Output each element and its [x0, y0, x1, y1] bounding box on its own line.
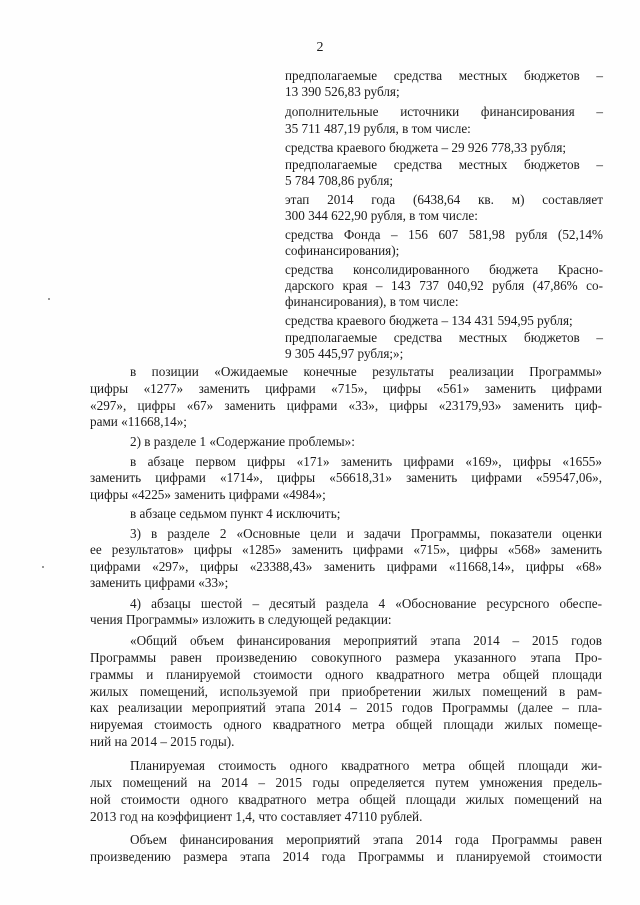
text-line: 300 344 622,90 рубля, в том числе:: [285, 208, 478, 223]
text-line: 3) в разделе 2 «Основные цели и задачи Программы, показатели оценки: [130, 526, 602, 541]
text-line: нируемая стоимость одного квадратного метра общей площади жилых помеще-: [90, 717, 602, 732]
text-line: заменить цифрами «33»;: [90, 575, 229, 590]
text-line: этап 2014 года (6438,64 кв. м) составляет: [285, 192, 603, 207]
text-line: в позиции «Ожидаемые конечные результаты реализации Программы»: [130, 364, 602, 379]
text-line: «297», цифры «67» заменить цифрами «33», цифры «23179,93» заменить циф-: [90, 398, 602, 413]
scan-speck: [42, 566, 44, 568]
text-line: 35 711 487,19 рубля, в том числе:: [285, 121, 471, 136]
text-line: ной стоимости одного квадратного метра общей площади жилых помещений на: [90, 792, 602, 807]
text-line: предполагаемые средства местных бюджетов –: [285, 68, 603, 83]
text-line: Объем финансирования мероприятий этапа 2014 года Программы равен: [130, 832, 602, 847]
text-line: дополнительные источники финансирования –: [285, 104, 603, 119]
text-line: 2) в разделе 1 «Содержание проблемы»:: [130, 434, 355, 449]
text-line: лых помещений на 2014 – 2015 годы определяется путем умножения предель-: [90, 775, 602, 790]
text-line: граммы и планируемой стоимости одного квадратного метра общей площади: [90, 667, 602, 682]
text-line: 5 784 708,86 рубля;: [285, 173, 394, 188]
text-line: средства краевого бюджета – 134 431 594,95 рубля;: [285, 313, 573, 328]
text-line: финансирования), в том числе:: [285, 294, 459, 309]
text-line: ках реализации мероприятий этапа 2014 – 2015 годов Программы (далее – пла-: [90, 700, 602, 715]
text-line: предполагаемые средства местных бюджетов –: [285, 157, 603, 172]
text-line: дарского края – 143 737 040,92 рубля (47,86% со-: [285, 278, 603, 293]
text-line: Планируемая стоимость одного квадратного метра общей площади жи-: [130, 758, 602, 773]
text-line: 2013 год на коэффициент 1,4, что составляет 47110 рублей.: [90, 809, 423, 824]
text-line: рами «11668,14»;: [90, 414, 187, 429]
text-line: произведению размера этапа 2014 года Программы и планируемой стоимости: [90, 849, 602, 864]
text-line: софинансирования);: [285, 243, 400, 258]
text-line: 13 390 526,83 рубля;: [285, 84, 400, 99]
text-line: средства краевого бюджета – 29 926 778,33 рубля;: [285, 140, 567, 155]
text-line: 4) абзацы шестой – десятый раздела 4 «Обоснование ресурсного обеспе-: [130, 596, 602, 611]
text-line: предполагаемые средства местных бюджетов –: [285, 330, 603, 345]
text-line: средства консолидированного бюджета Красно-: [285, 262, 603, 277]
text-line: ее результатов» цифры «1285» заменить цифрами «715», цифры «568» заменить: [90, 542, 602, 557]
text-line: жилых помещений, используемой при приобретении жилых помещений в рам-: [90, 684, 602, 699]
text-line: 9 305 445,97 рубля;»;: [285, 346, 404, 361]
text-line: средства Фонда – 156 607 581,98 рубля (52,14%: [285, 227, 603, 242]
text-line: заменить цифрами «1714», цифры «56618,31» заменить цифрами «59547,06»,: [90, 470, 602, 485]
scan-speck: [48, 298, 50, 300]
text-line: в абзаце седьмом пункт 4 исключить;: [130, 506, 341, 521]
text-line: цифры «4225» заменить цифрами «4984»;: [90, 487, 326, 502]
text-line: «Общий объем финансирования мероприятий этапа 2014 – 2015 годов: [130, 633, 602, 648]
text-line: в абзаце первом цифры «171» заменить цифрами «169», цифры «1655»: [130, 454, 602, 469]
text-line: чения Программы» изложить в следующей редакции:: [90, 612, 392, 627]
text-line: цифры «1277» заменить цифрами «715», цифры «561» заменить цифрами: [90, 381, 602, 396]
text-line: ний на 2014 – 2015 годы).: [90, 734, 235, 749]
text-line: цифрами «297», цифры «23388,43» заменить цифрами «11668,14», цифры «68»: [90, 559, 602, 574]
page-number: 2: [316, 40, 324, 55]
text-line: Программы равен произведению совокупного размера указанного этапа Про-: [90, 650, 602, 665]
